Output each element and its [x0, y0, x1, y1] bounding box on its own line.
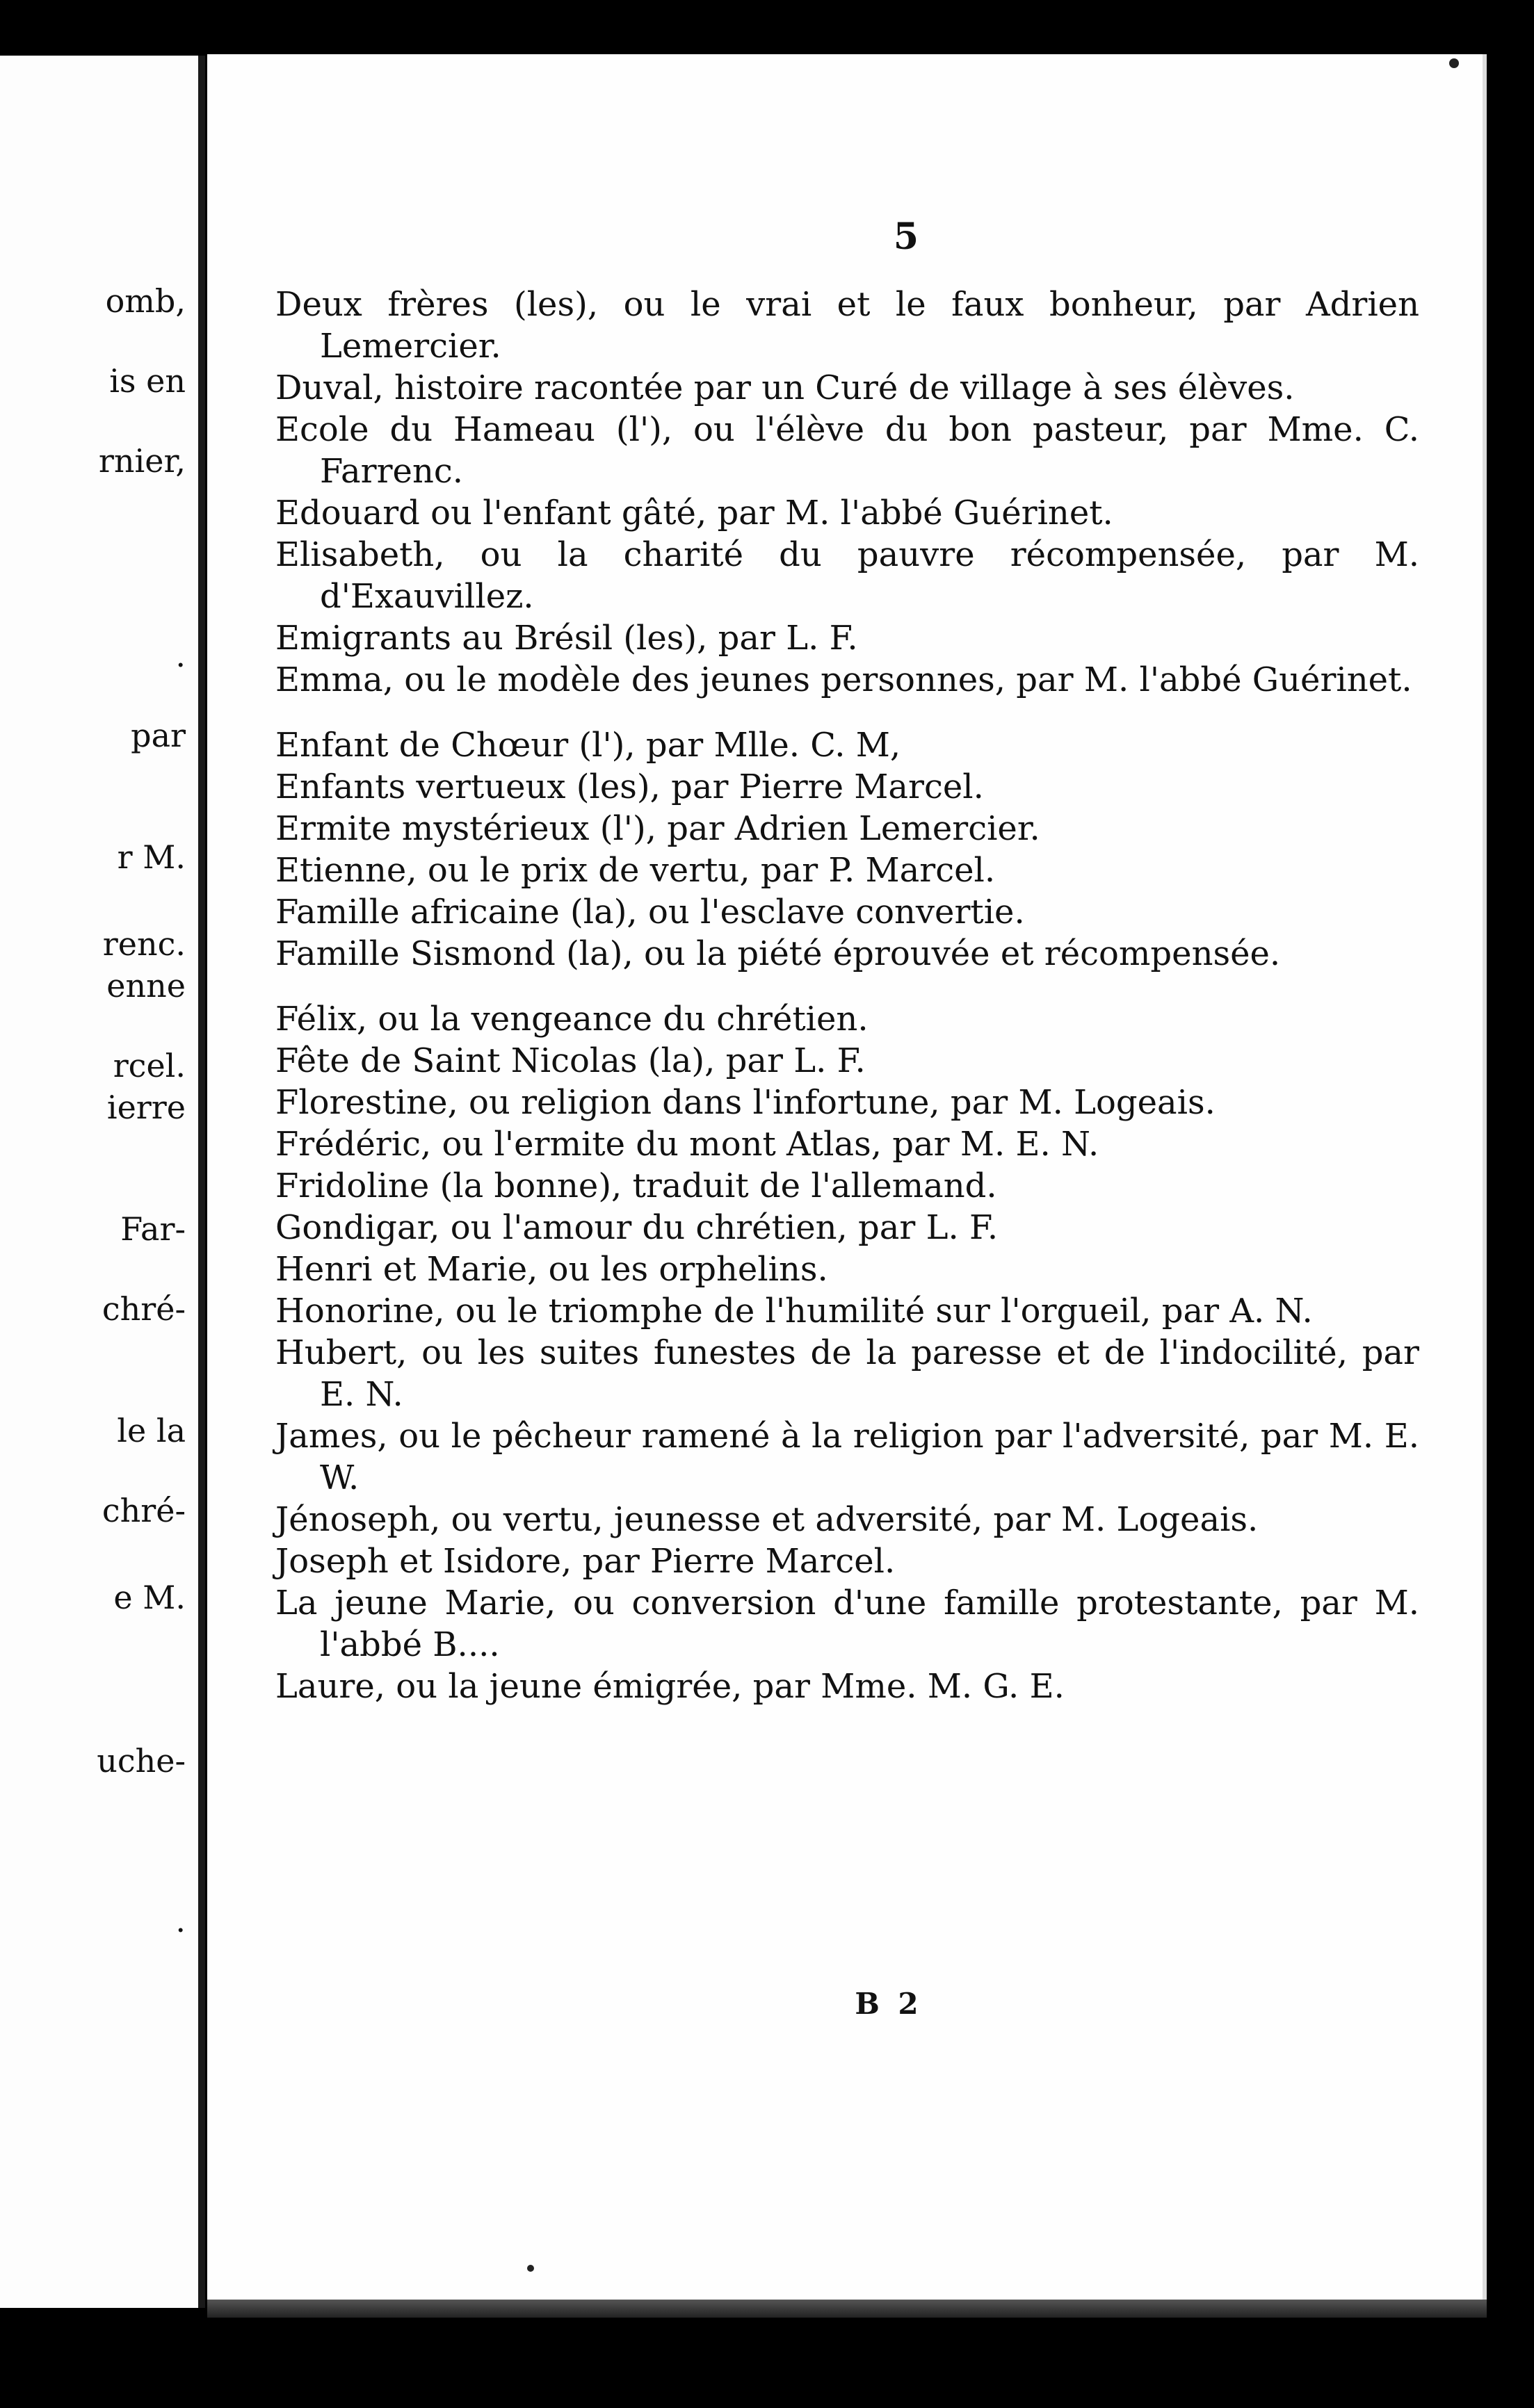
left-page-fragment: chré-: [102, 1492, 186, 1529]
catalog-entry: Famille Sismond (la), ou la piété éprouvée et récompensée.: [275, 934, 1281, 973]
left-page-fragment: enne: [106, 967, 186, 1004]
left-page-fragment: rnier,: [98, 442, 186, 480]
catalog-entry: La jeune Marie, ou conversion d'une famille protestante, par M. l'abbé B....: [275, 1584, 1419, 1664]
catalog-entry: Etienne, ou le prix de vertu, par P. Marcel.: [275, 851, 996, 890]
left-page-fragment: Far-: [120, 1210, 186, 1248]
left-page-fragment: rcel.: [113, 1047, 186, 1084]
left-page-fragment: le la: [117, 1412, 186, 1449]
catalog-list: [275, 284, 1419, 1707]
catalog-entry: James, ou le pêcheur ramené à la religion par l'adversité, par M. E. W.: [275, 1417, 1419, 1497]
left-page-fragment: r M.: [117, 838, 186, 876]
catalog-entry: Edouard ou l'enfant gâté, par M. l'abbé Guérinet.: [275, 494, 1113, 532]
catalog-entry: Deux frères (les), ou le vrai et le faux bonheur, par Adrien Lemercier.: [275, 285, 1419, 366]
left-page-fragment: chré-: [102, 1290, 186, 1328]
signature-mark: B 2: [855, 1987, 923, 2021]
left-page-fragment: is en: [109, 362, 186, 400]
left-page-fragment: ierre: [106, 1089, 186, 1126]
catalog-entry: Enfant de Chœur (l'), par Mlle. C. M,: [275, 726, 901, 765]
ink-speck: [1449, 58, 1459, 68]
left-page-fragment: .: [175, 1902, 186, 1939]
catalog-entry: Laure, ou la jeune émigrée, par Mme. M. G. E.: [275, 1667, 1065, 1706]
left-page-fragment: omb,: [105, 282, 186, 320]
catalog-entry: Famille africaine (la), ou l'esclave convertie.: [275, 893, 1025, 932]
page-number: 5: [893, 215, 919, 258]
catalog-entry: Enfants vertueux (les), par Pierre Marcel.: [275, 767, 984, 806]
left-page-fragment: renc.: [102, 925, 186, 963]
book-page: [207, 54, 1487, 2318]
left-page-fragment: .: [175, 637, 186, 674]
catalog-entry: Honorine, ou le triomphe de l'humilité sur l'orgueil, par A. N.: [275, 1292, 1313, 1331]
left-page-fragment: e M.: [113, 1579, 186, 1616]
page-bottom-edge: [207, 2300, 1487, 2318]
catalog-entry: Fridoline (la bonne), traduit de l'allemand.: [275, 1166, 997, 1205]
catalog-entry: Ermite mystérieux (l'), par Adrien Lemercier.: [275, 809, 1040, 848]
left-page-fragment: uche-: [97, 1742, 186, 1780]
catalog-entry: Félix, ou la vengeance du chrétien.: [275, 1000, 869, 1039]
catalog-entry: Ecole du Hameau (l'), ou l'élève du bon pasteur, par Mme. C. Farrenc.: [275, 410, 1419, 491]
left-page-edge: [0, 56, 205, 2308]
catalog-entry: Florestine, ou religion dans l'infortune, par M. Logeais.: [275, 1083, 1216, 1122]
catalog-entry: Hubert, ou les suites funestes de la paresse et de l'indocilité, par E. N.: [275, 1333, 1419, 1414]
catalog-entry: Joseph et Isidore, par Pierre Marcel.: [275, 1542, 896, 1581]
catalog-entry: Gondigar, ou l'amour du chrétien, par L. F.: [275, 1208, 999, 1247]
ink-speck: [527, 2265, 534, 2272]
catalog-entry: Henri et Marie, ou les orphelins.: [275, 1250, 828, 1289]
catalog-entry: Emma, ou le modèle des jeunes personnes, par M. l'abbé Guérinet.: [275, 660, 1412, 699]
catalog-entry: Elisabeth, ou la charité du pauvre récompensée, par M. d'Exauvillez.: [275, 535, 1419, 616]
catalog-entry: Duval, histoire racontée par un Curé de village à ses élèves.: [275, 368, 1295, 407]
catalog-entry: Fête de Saint Nicolas (la), par L. F.: [275, 1041, 866, 1080]
catalog-entry: Emigrants au Brésil (les), par L. F.: [275, 619, 858, 658]
catalog-entry: Jénoseph, ou vertu, jeunesse et adversité, par M. Logeais.: [275, 1500, 1259, 1539]
catalog-entry: Frédéric, ou l'ermite du mont Atlas, par M. E. N.: [275, 1125, 1099, 1164]
left-page-fragment: par: [131, 717, 186, 754]
